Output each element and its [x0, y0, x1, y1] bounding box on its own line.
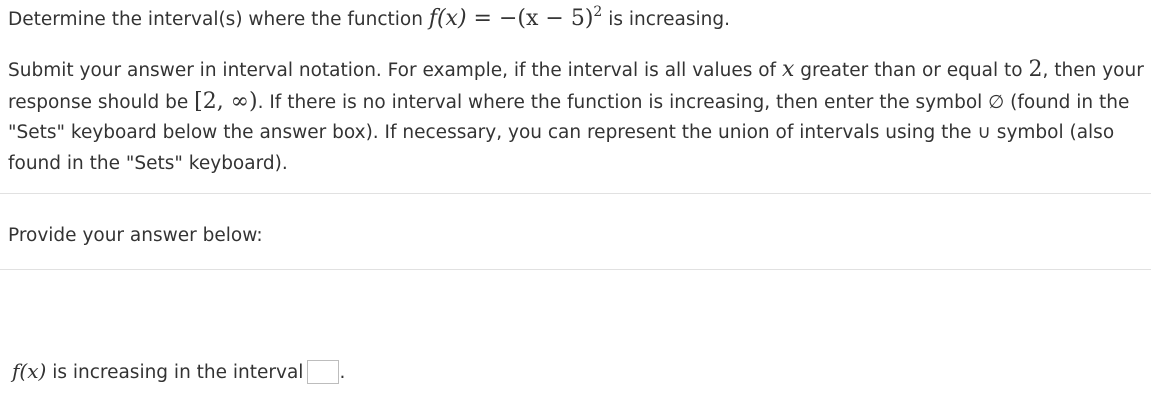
- instructions-num-two: 2: [1028, 57, 1043, 82]
- question-prefix: Determine the interval(s) where the function: [8, 9, 423, 30]
- answer-line: [12, 355, 345, 389]
- function-lhs: f(x): [428, 6, 467, 31]
- instructions-part4: . If there is no interval where the function is increasing, then enter the symbol ∅ (found in the "Sets" keyboard below the answer box). If necessary, you can represent the union of intervals using the ∪ symbol (also found in the "Sets" keyboard).: [8, 91, 1130, 174]
- instructions-part2: greater than or equal to: [800, 60, 1023, 81]
- answer-input-box[interactable]: [307, 360, 339, 384]
- provide-answer-label: Provide your answer below:: [8, 225, 263, 246]
- question-text: [8, 4, 1146, 35]
- instructions-part1: Submit your answer in interval notation. For example, if the interval is all values of: [8, 60, 777, 81]
- example-interval: [2, ∞): [194, 88, 258, 114]
- answer-trailing-period: .: [339, 362, 346, 383]
- instructions-part3: , then your response should be: [8, 60, 1144, 113]
- question-suffix: is increasing.: [608, 9, 730, 30]
- instructions-text: [8, 55, 1148, 179]
- section-divider-top: [0, 193, 1151, 194]
- function-expression: [428, 3, 603, 31]
- function-exponent: 2: [593, 3, 603, 20]
- answer-function-label: f(x): [12, 359, 47, 383]
- instructions-var-x: x: [781, 57, 795, 82]
- section-divider-bottom: [0, 269, 1151, 270]
- answer-text: is increasing in the interval: [52, 362, 304, 383]
- function-rhs: = −(x − 5): [473, 6, 594, 31]
